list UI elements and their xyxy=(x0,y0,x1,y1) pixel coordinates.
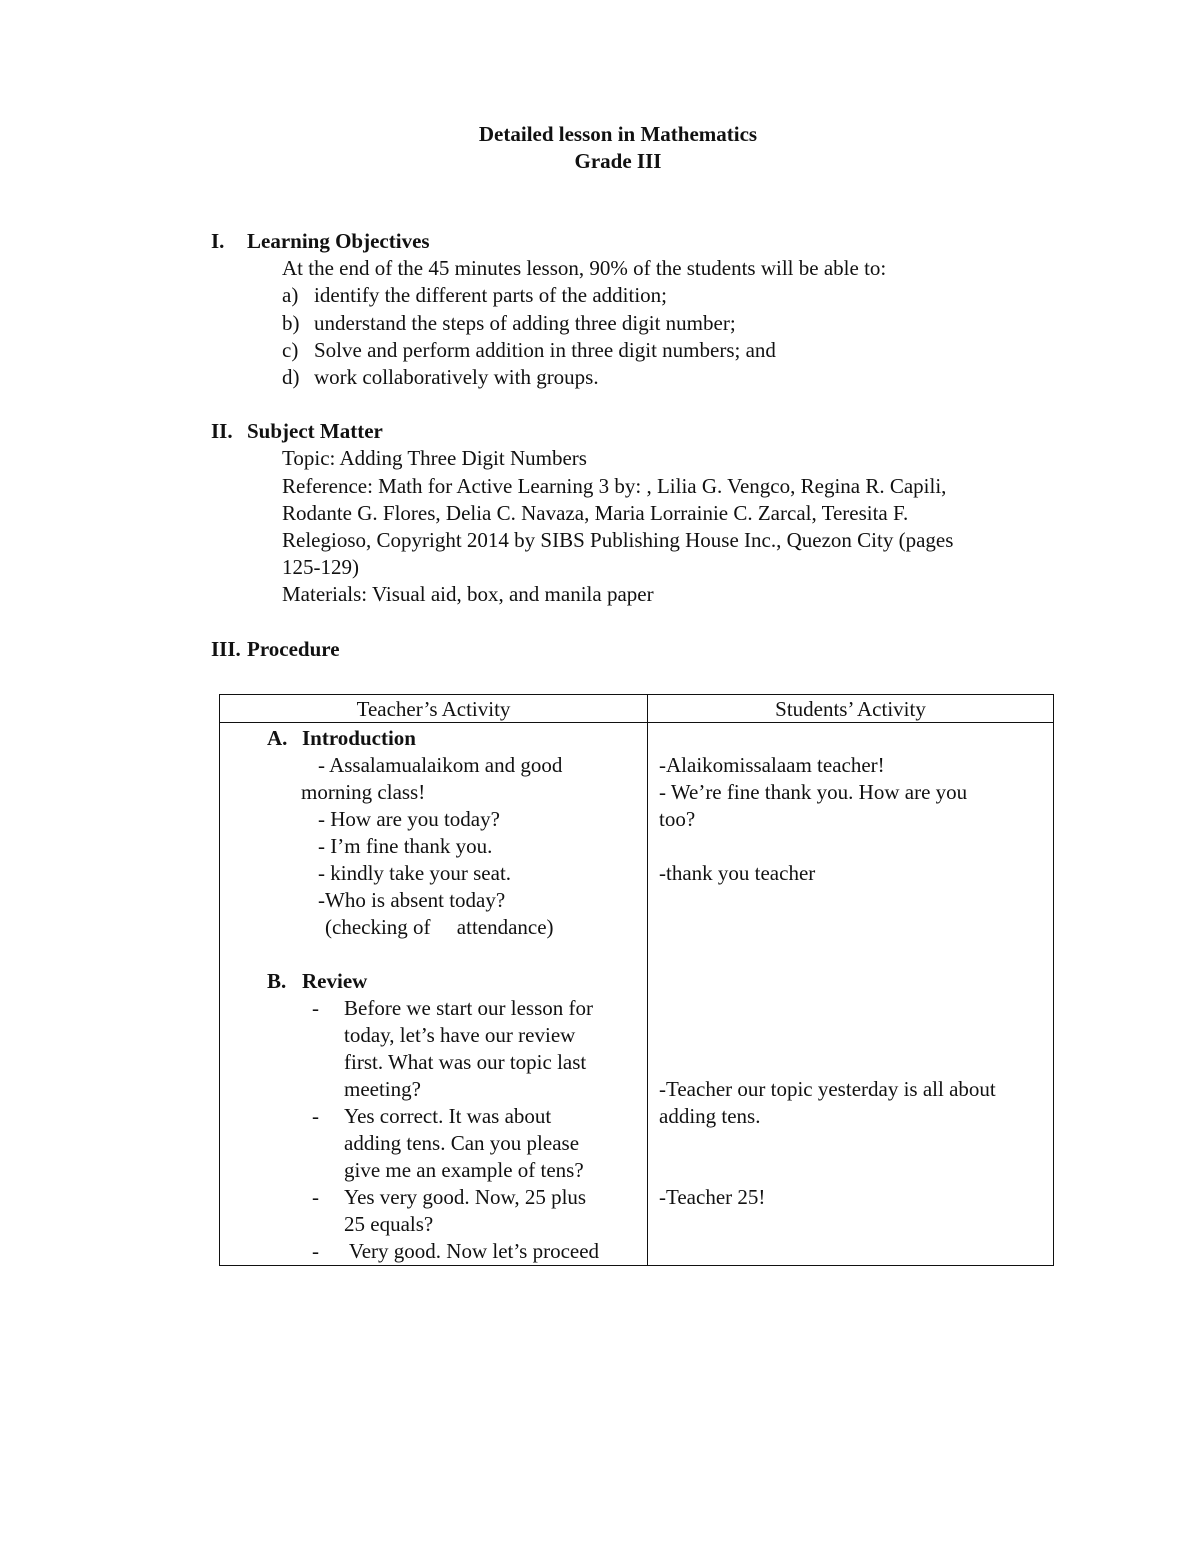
subject-reference-line: Relegioso, Copyright 2014 by SIBS Publishing House Inc., Quezon City (pages xyxy=(282,528,954,552)
subject-materials: Materials: Visual aid, box, and manila paper xyxy=(282,582,654,606)
objective-item-text: understand the steps of adding three digit number; xyxy=(314,311,736,335)
section-number-objectives: I. xyxy=(211,229,225,253)
objective-item-marker: d) xyxy=(282,365,300,389)
teacher-intro-line: - Assalamualaikom and good xyxy=(318,753,563,777)
teacher-intro-line: - I’m fine thank you. xyxy=(318,834,493,858)
objective-item-marker: a) xyxy=(282,283,299,307)
subject-reference-line: Rodante G. Flores, Delia C. Navaza, Maria Lorrainie C. Zarcal, Teresita F. xyxy=(282,501,909,525)
procedure-table xyxy=(219,694,1054,1266)
student-review-line: -Teacher 25! xyxy=(659,1185,766,1209)
objective-item-text: work collaboratively with groups. xyxy=(314,365,599,389)
subject-reference-line: Reference: Math for Active Learning 3 by: , Lilia G. Vengco, Regina R. Capili, xyxy=(282,474,947,498)
teacher-review-line: Before we start our lesson for xyxy=(344,996,594,1020)
subject-reference-line: 125-129) xyxy=(282,555,359,579)
teacher-review-line: first. What was our topic last xyxy=(344,1050,587,1074)
teacher-review-line: today, let’s have our review xyxy=(344,1023,576,1047)
table-header-teacher: Teacher’s Activity xyxy=(356,697,511,721)
teacher-intro-line: - How are you today? xyxy=(318,807,500,831)
section-title-subject-matter: Subject Matter xyxy=(247,419,383,443)
review-bullet: - xyxy=(312,1185,319,1209)
objective-item-marker: b) xyxy=(282,311,300,335)
objective-item-marker: c) xyxy=(282,338,299,362)
student-review-line: adding tens. xyxy=(659,1104,761,1128)
teacher-intro-line: -Who is absent today? xyxy=(318,888,506,912)
teacher-review-line: give me an example of tens? xyxy=(344,1158,584,1182)
objectives-intro: At the end of the 45 minutes lesson, 90% of the students will be able to: xyxy=(282,256,887,280)
table-header-students: Students’ Activity xyxy=(775,697,926,721)
review-bullet: - xyxy=(312,996,319,1020)
teacher-review-line: meeting? xyxy=(344,1077,421,1101)
intro-marker: A. xyxy=(267,726,288,750)
section-title-objectives: Learning Objectives xyxy=(247,229,430,253)
teacher-intro-line: (checking of attendance) xyxy=(325,915,554,939)
section-number-subject-matter: II. xyxy=(211,419,233,443)
student-intro-line: - We’re fine thank you. How are you xyxy=(659,780,968,804)
document-title: Detailed lesson in Mathematics xyxy=(478,122,758,146)
teacher-review-line: Yes correct. It was about xyxy=(344,1104,552,1128)
review-bullet: - xyxy=(312,1104,319,1128)
teacher-review-line: Very good. Now let’s proceed xyxy=(344,1239,600,1263)
objective-item-text: identify the different parts of the addition; xyxy=(314,283,668,307)
student-intro-line: -Alaikomissalaam teacher! xyxy=(659,753,885,777)
objective-item-text: Solve and perform addition in three digit numbers; and xyxy=(314,338,776,362)
teacher-review-line: adding tens. Can you please xyxy=(344,1131,580,1155)
teacher-intro-line: - kindly take your seat. xyxy=(318,861,512,885)
student-review-line: -Teacher our topic yesterday is all about xyxy=(659,1077,996,1101)
section-title-procedure: Procedure xyxy=(247,637,340,661)
subject-topic: Topic: Adding Three Digit Numbers xyxy=(282,446,587,470)
intro-heading: Introduction xyxy=(302,726,416,750)
section-number-procedure: III. xyxy=(211,637,241,661)
review-heading: Review xyxy=(302,969,368,993)
teacher-review-line: 25 equals? xyxy=(344,1212,434,1236)
student-intro-line: too? xyxy=(659,807,696,831)
review-marker: B. xyxy=(267,969,287,993)
table-column-divider xyxy=(647,695,648,1265)
teacher-review-line: Yes very good. Now, 25 plus xyxy=(344,1185,587,1209)
review-bullet: - xyxy=(312,1239,319,1263)
student-intro-line: -thank you teacher xyxy=(659,861,816,885)
teacher-intro-line: morning class! xyxy=(301,780,426,804)
document-subtitle: Grade III xyxy=(574,149,662,173)
